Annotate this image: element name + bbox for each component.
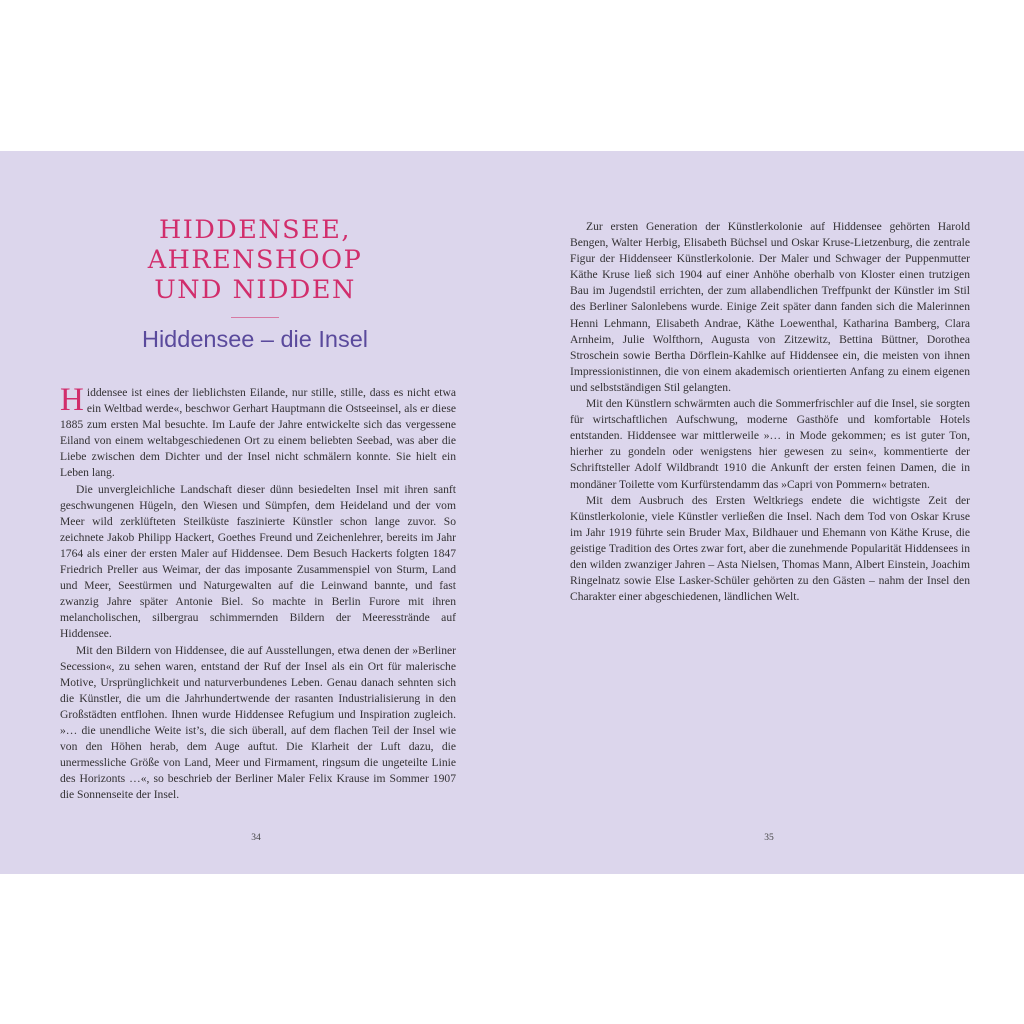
- paragraph: Die unvergleichliche Landschaft dieser dünn besiedelten Insel mit ihren sanft geschwungenen Hügeln, den Wiesen und Sümpfen, dem Heideland und der vom Meer wild zerklüfteten Steilküste faszinierte Künstler schon lange zuvor. So zeichnete Jakob Philipp Hackert, Goethes Freund und Zeichenlehrer, bereits im Jahr 1764 als einer der ersten Maler auf Hiddensee. Dem Besuch Hackerts folgten 1847 Friedrich Preller aus Weimar, der das imposante Zusammenspiel von Sturm, Land und Meer, Seestürmen und Naturgewalten auf die Leinwand bannte, und fast zwanzig Jahre später Antonie Biel. So machte in Berlin Furore mit ihren melancholischen, silbergrau schimmernden Bildern der Meeresstrände auf Hiddensee.: [60, 482, 456, 641]
- paragraph: Mit den Bildern von Hiddensee, die auf Ausstellungen, etwa denen der »Berliner Secession«, zu sehen waren, entstand der Ruf der Insel als ein Ort für malerische Motive, Ursprünglichkeit und naturverbundenes Leben. Genau danach sehnten sich die Künstler, die um die Jahrhundertwende der rasanten Industrialisierung in den Großstädten entflohen. Ihnen wurde Hiddensee Refugium und Inspiration zugleich. »… die unendliche Weite ist’s, die sich überall, auf dem flachen Teil der Insel wie von den Höhen herab, dem Auge auftut. Die Klarheit der Luft dazu, die unermessliche Größe von Land, Meer und Firmament, ringsum die ungeteilte Linie des Horizonts …«, so beschrieb der Berliner Maler Felix Krause im Sommer 1907 die Sonnenseite der Insel.: [60, 643, 456, 802]
- right-page: [512, 151, 1024, 874]
- right-body-text: [570, 219, 970, 605]
- paragraph: Mit dem Ausbruch des Ersten Weltkriegs endete die wichtigste Zeit der Künstlerkolonie, viele Künstler verließen die Insel. Nach dem Tod von Oskar Kruse im Jahr 1919 führte sein Bruder Max, Bildhauer und Ehemann von Käthe Kruse, die geistige Tradition des Ortes zwar fort, aber die zunehmende Popularität Hiddensees in den wilden zwanziger Jahren – Asta Nielsen, Thomas Mann, Albert Einstein, Joachim Ringelnatz sowie Else Lasker-Schüler gehörten zu den Gästen – nahm der Insel den Charakter einer abgeschiedenen, ländlichen Welt.: [570, 493, 970, 604]
- chapter-title: [100, 215, 410, 305]
- paragraph: Mit den Künstlern schwärmten auch die Sommerfrischler auf die Insel, sie sorgten für wirtschaftlichen Aufschwung, moderne Gasthöfe und komfortable Hotels entstanden. Hiddensee war mittlerweile »… in Mode gekommen; es ist guter Ton, hierher zu gondeln oder wenigstens hier gewesen zu sein«, kommentierte der Schriftsteller Adolf Wildbrandt 1910 die Ankunft der ersten feinen Damen, die in mondäner Toilette vom Kurfürstendamm das »Capri von Pommern« betraten.: [570, 397, 970, 491]
- chapter-title-line-3: UND NIDDEN: [154, 275, 356, 305]
- paragraph-text: iddensee ist eines der lieblichsten Eilande, nur stille, stille, dass es nicht etwa ein Weltbad werde«, beschwor Gerhart Hauptmann die Ostseeinsel, als er diese 1885 zum ersten Mal besuchte. Im Laufe der Jahre entwickelte sich das vergessene Eiland von einem weltabgeschiedenen Ort zu einem beliebten Seebad, was aber die Liebe zwischen dem Dichter und der Insel nicht schmälern konnte. Sie hielt ein Leben lang.: [60, 386, 456, 480]
- paragraph: Zur ersten Generation der Künstlerkolonie auf Hiddensee gehörten Harold Bengen, Walter Herbig, Elisabeth Büchsel und Oskar Kruse-Lietzenburg, die zentrale Figur der Hiddenseer Künstlerkolonie. Der Maler und Schwager der Puppenmutter Käthe Kruse ließ sich 1904 auf einer Anhöhe oberhalb von Kloster einen trutzigen Bau im Jugendstil errichten, der zum allabendlichen Treffpunkt der Künstler im Stil des Berliner Salonlebens wurde. Einige Zeit später dann fanden sich die Malerinnen Henni Lehmann, Elisabeth Andrae, Käthe Loewenthal, Katharina Bamberg, Clara Arnheim, Julie Wolfthorn, Augusta von Zitzewitz, Bettina Büttner, Dorothea Stroschein sowie Bertha Dörflein-Kahlke auf Hiddensee ein, die meisten von ihnen Impressionistinnen, die von einem akademisch orientierten Anfang zu einem eigenen und selbstständigen Stil gelangten.: [570, 220, 970, 394]
- paragraph: [60, 382, 456, 482]
- page-number-right: 35: [764, 833, 774, 843]
- title-divider: [231, 317, 279, 318]
- drop-cap: H: [60, 382, 84, 418]
- section-subtitle: Hiddensee – die Insel: [141, 326, 368, 352]
- page-number-left: 34: [251, 833, 261, 843]
- chapter-title-line-1: HIDDENSEE,: [159, 215, 351, 245]
- chapter-title-line-2: AHRENSHOOP: [147, 245, 363, 275]
- book-spread: [0, 151, 1024, 874]
- left-page: [0, 151, 512, 874]
- left-body-text: [60, 382, 456, 803]
